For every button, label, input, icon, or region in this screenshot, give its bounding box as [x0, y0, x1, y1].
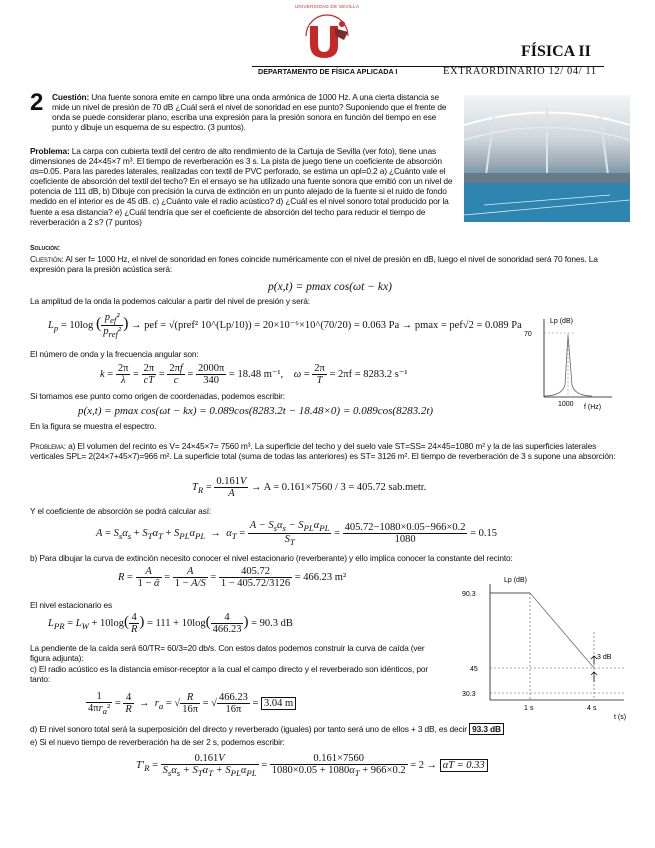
spectrum-y-label: Lp (dB) — [550, 318, 573, 325]
university-name: UNIVERSIDAD DE SEVILLA — [294, 4, 360, 9]
spectrum-x-tick: 1000 — [558, 401, 574, 408]
problem-solution-a — [30, 441, 628, 461]
decay-slope-line — [530, 593, 594, 668]
spectrum-x-label: f (Hz) — [584, 404, 602, 411]
decay-annotation: 3 dB — [597, 654, 612, 661]
department-name: DEPARTAMENTO DE FÍSICA APLICADA I — [258, 67, 398, 76]
spectrum-chart — [520, 305, 620, 415]
stationary-text: El nivel estacionario es — [30, 600, 113, 610]
decay-3db-arrow-up — [591, 672, 597, 682]
new-reverberation-equals: = 2 → — [410, 759, 438, 771]
decay-y-label: Lp (dB) — [504, 577, 527, 584]
decay-x-label: t (s) — [614, 714, 627, 721]
question-text: Una fuente sonora emite en campo libre una onda armónica de 1000 Hz. A una cierta distancia se mide un nivel de presión de 70 dB ¿Cuál será el nivel de sonoridad en ese punto? Suponiendo que el frente de onda se puede considerar plano, escriba una expresión para la presión sonora en función del tiempo en ese punto y dibuje un esquema de su espectro. (3 puntos). — [52, 92, 447, 133]
question-solution-text: Al ser f= 1000 Hz, el nivel de sonoridad en fones coincide numéricamente con el nivel de presión en dB, luego el nivel de sonoridad será 70 fones. La expresión para la presión acústica será: — [30, 254, 598, 275]
alpha-result: = 0.15 — [470, 528, 498, 539]
exam-date: EXTRAORDINARIO 12/ 04/ 11 — [443, 66, 597, 77]
alpha-equation: $A = S_s\alpha_s + S_T\alpha_T + S_{PL}\alpha_{PL} \to \alpha_T$ = $\frac{A - S_s\alpha_s - S_{PL}\alpha_{PL}}{S_T}$ = $\frac{405.72-1080\times 0.05-966\times 0.2}{1080}$ = 0.15 — [96, 520, 498, 548]
subject-title: FÍSICA II — [521, 43, 591, 60]
stationary-level-result: = 90.3 dB — [251, 617, 293, 629]
acoustic-radius-equation: $\frac{1}{4\pi r_a^2}$ = $\frac{4}{R}$ → $r_a$ = √ $\frac{R}{16\pi}$ = √ $\frac{466.23}{16\pi}$ = 3.04 m — [86, 691, 296, 716]
problem-solution-label: Problema: — [30, 441, 66, 451]
figure-text: En la figura se muestra el espectro. — [30, 421, 157, 431]
new-alpha-result: αT = 0.33 — [440, 759, 488, 772]
question-label: Cuestión: — [52, 92, 90, 102]
new-reverberation-equation: $T'_R$ = $\frac{0.161V}{S_s\alpha_s + S_T\alpha_T + S_{PL}\alpha_{PL}}$ = $\frac{0.161\times 7560}{1080\times 0.05 + 1080\alpha_T + 966\times 0.2}$ = 2 → αT = 0.33 — [136, 753, 488, 778]
question-statement — [52, 92, 458, 132]
solution-heading: Solución: — [30, 245, 61, 252]
origin-text: Si tomamos ese punto como origen de coordenadas, podemos escribir: — [30, 391, 285, 401]
angular-frequency-result: = 2πf = 8283.2 s⁻¹ — [329, 368, 408, 380]
decay-curve-chart — [456, 572, 636, 724]
problem-solution-a-text: a) El volumen del recinto es V= 24×45×7= 7560 m³. La superficie del techo y del suelo vale ST=SS= 24×45=1080 m² y la de las superficies laterales verticales SPL= 2(24×7+45×7)=966 m². La superficie total (suma de todas las anteriores) es ST= 3126 m². El tiempo de reverberación de 3 s supone una absorción: — [30, 441, 616, 462]
problem-solution-d-text: d) El nivel sonoro total será la superposición del directo y reverberado (iguales) por tanto será uno de ellos + 3 dB, es decir — [30, 724, 467, 734]
problem-label: Problema: — [30, 146, 70, 156]
university-logo — [296, 10, 358, 62]
pressure-level-result: → pef = √(pref² 10^(Lp/10)) = 20×10⁻⁶×10^(70/20) = 0.063 Pa → pmax = pef√2 = 0.089 Pa — [131, 320, 522, 331]
room-constant-result: = 466.23 m² — [294, 571, 347, 583]
wave-number-text: El número de onda y la frecuencia angular son: — [30, 349, 199, 359]
problem-text: La carpa con cubierta textil del centro de alto rendimiento de la Cartuja de Sevilla (ver foto), tiene unas dimensiones de 24×45×7 m³. El tiempo de reverberación es 3 s. La pista de juego tiene un coeficiente de absorción αs=0.05. Para las paredes laterales, realizadas con textil de PVC perforado, se estima un αpl=0.2 a) ¿Cuánto vale el coeficiente de absorción del textil del techo? En el ensayo se ha utilizado una fuente sonora que emitió con un nivel de potencia de 111 dB, b) Dibuje con precisión la curva de extinción en un punto alejado de la fuente si el ruido de fondo medido en el interior es de 45 dB. c) ¿Cuánto vale el radio acústico? d) ¿Cuál es el nivel sonoro total producido por la fuente a esa distancia? e) ¿Cuál tendría que ser el coeficiente de absorción del techo para reducir el tiempo de reverberación a 2 s? (7 puntos) — [30, 146, 453, 227]
reverberation-equation: $T_R$ = $\frac{0.161V}{A}$ → A = 0.161×7560 / 3 = 405.72 sab.metr. — [192, 476, 427, 499]
total-level-result: 93.3 dB — [469, 723, 504, 735]
problem-solution-c: c) El radio acústico es la distancia emisor-receptor a la cual el campo directo y el reverberado son idénticos, por tanto: — [30, 664, 428, 685]
problem-solution-b: b) Para dibujar la curva de extinción necesito conocer el nivel estacionario (reverberante) y ello implica conocer la constante del recinto: — [30, 553, 513, 563]
alpha-text: Y el coeficiente de absorción se podrá calcular así: — [30, 506, 212, 516]
origin-equation: p(x,t) = pmax cos(ωt − kx) = 0.089cos(8283.2t − 18.48×0) = 0.089cos(8283.2t) — [78, 405, 434, 417]
question-solution-label: Cuestión: — [30, 254, 64, 264]
problem-statement — [30, 146, 462, 227]
decay-x-tick-4: 4 s — [587, 705, 597, 712]
decay-x-tick-1: 1 s — [524, 705, 534, 712]
problem-solution-e: e) Si el nuevo tiempo de reverberación ha de ser 2 s, podemos escribir: — [30, 737, 285, 747]
decay-y-tick-90: 90.3 — [462, 591, 476, 598]
problem-solution-d — [30, 724, 630, 734]
slope-text: La pendiente de la caída será 60/TR= 60/3=20 db/s. Con estos datos podemos construir la curva de caída (ver figura adjunta): — [30, 643, 425, 664]
decay-y-tick-45: 45 — [470, 666, 478, 673]
pressure-equation: p(x,t) = pmax cos(ωt − kx) — [268, 281, 392, 293]
room-constant-equation: R = $\frac{A}{\text{1 − ᾱ}}$ = $\frac{A}{1 - A/S}$ = $\frac{405.72}{1 - 405.72/3126}$ = 466.23 m² — [118, 566, 347, 589]
tent-photo — [464, 95, 630, 222]
acoustic-radius-result: 3.04 m — [261, 697, 296, 710]
amplitude-text: La amplitud de la onda la podemos calcular a partir del nivel de presión y será: — [30, 296, 310, 306]
question-solution-intro — [30, 254, 628, 274]
stationary-level-equation: $L_{PR} = L_W + 10\log$( $\frac{4}{R}$ ) = 111 + 10log( $\frac{4}{466.23}$ ) = 90.3 dB — [48, 612, 293, 635]
wave-number-result: = 18.48 m⁻¹, — [228, 368, 284, 380]
wave-number-equation: k = $\frac{2\pi}{\lambda}$ = $\frac{2\pi}{cT}$ = $\frac{2\pi f}{c}$ = $\frac{2000\pi}{340}$ = 18.48 m⁻¹, ω = $\frac{2\pi}{T}$ = 2πf = 8283.2 s⁻¹ — [100, 363, 408, 386]
problem-number: 2 — [30, 89, 44, 116]
absorption-result: → A = 0.161×7560 / 3 = 405.72 sab.metr. — [251, 481, 427, 493]
decay-y-tick-30: 30.3 — [462, 691, 476, 698]
spectrum-y-tick: 70 — [524, 331, 532, 338]
pressure-level-equation: $L_p = 10\log$ ( $\frac{p_{ef}^2}{p_{ref}^2}$ ) → pef = √(pref² 10^(Lp/10)) = 20×10⁻⁶×10^(70/20) = 0.063 Pa → pmax = pef√2 = 0.089 Pa — [48, 312, 522, 340]
